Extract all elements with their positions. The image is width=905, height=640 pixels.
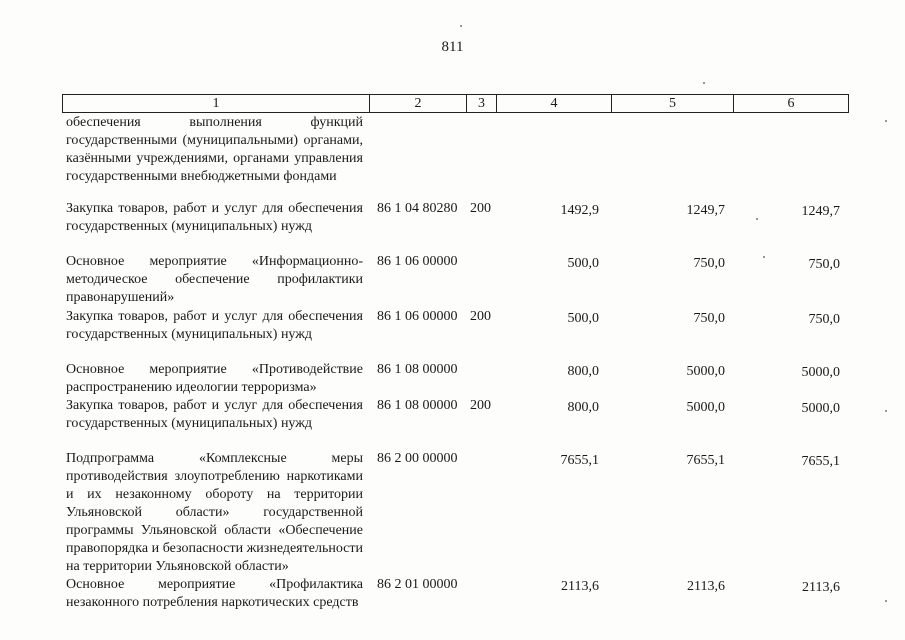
scan-speck <box>885 600 887 602</box>
table-row <box>62 308 848 361</box>
row-value-2: 5000,0 <box>686 364 725 379</box>
column-header-3: 3 <box>467 95 497 113</box>
row-code: 86 1 04 80280 <box>377 201 458 216</box>
row-type <box>466 576 496 612</box>
row-value-3: 7655,1 <box>801 454 840 469</box>
row-value-3 <box>733 114 848 200</box>
row-value-3: 2113,6 <box>802 580 840 595</box>
row-name: Закупка товаров, работ и услуг для обеспечения государственных (муниципальных) нужд <box>66 398 363 431</box>
row-type <box>466 253 496 308</box>
table-row <box>62 200 848 253</box>
table-row <box>62 397 848 450</box>
scan-speck <box>885 410 887 412</box>
row-value-2: 2113,6 <box>687 579 725 594</box>
scan-speck <box>460 25 462 27</box>
row-name: обеспечения выполнения функций государственными (муниципальными) органами, казёнными учреждениями, органами управления государственными внебюджетными фондами <box>66 115 363 184</box>
table-row <box>62 450 848 576</box>
row-type <box>466 361 496 397</box>
budget-table <box>62 114 848 612</box>
table-row <box>62 576 848 612</box>
row-value-1: 500,0 <box>567 311 599 326</box>
row-type <box>466 114 496 200</box>
scan-speck <box>703 82 705 84</box>
column-header-row <box>62 94 849 113</box>
column-header-6: 6 <box>734 95 849 113</box>
row-value-1: 500,0 <box>567 256 599 271</box>
row-value-1: 2113,6 <box>561 579 599 594</box>
row-value-2: 7655,1 <box>686 453 725 468</box>
row-value-1: 1492,9 <box>560 203 599 218</box>
row-code: 86 1 06 00000 <box>377 309 458 324</box>
table-row <box>62 361 848 397</box>
row-value-1: 800,0 <box>567 400 599 415</box>
row-name: Основное мероприятие «Противодействие распространению идеологии терроризма» <box>66 362 363 395</box>
row-code: 86 1 08 00000 <box>377 398 458 413</box>
row-value-2 <box>611 114 733 200</box>
column-header-2: 2 <box>370 95 467 113</box>
row-value-3: 750,0 <box>808 312 840 327</box>
column-header-1: 1 <box>63 95 370 113</box>
row-name: Подпрограмма «Комплексные меры противодействия злоупотреблению наркотиками и их незаконному обороту на территории Ульяновской области» государственной программы Ульяновской области «Обеспечение правопорядка и безопасности жизнедеятельности на территории Ульяновской области» <box>66 451 363 574</box>
row-type: 200 <box>470 398 491 413</box>
table-row <box>62 114 848 200</box>
row-value-2: 1249,7 <box>686 203 725 218</box>
row-code: 86 2 01 00000 <box>377 577 458 592</box>
row-code: 86 1 06 00000 <box>377 254 458 269</box>
row-value-1: 7655,1 <box>560 453 599 468</box>
row-type <box>466 450 496 576</box>
row-type: 200 <box>470 309 491 324</box>
row-value-3: 5000,0 <box>801 365 840 380</box>
row-value-1: 800,0 <box>567 364 599 379</box>
row-name: Закупка товаров, работ и услуг для обеспечения государственных (муниципальных) нужд <box>66 201 363 234</box>
column-header-4: 4 <box>497 95 612 113</box>
row-value-2: 5000,0 <box>686 400 725 415</box>
row-name: Основное мероприятие «Профилактика незаконного потребления наркотических средств <box>66 577 363 610</box>
scan-speck <box>885 120 887 122</box>
row-value-3: 750,0 <box>808 257 840 272</box>
row-name: Основное мероприятие «Информационно-методическое обеспечение профилактики правонарушений» <box>66 254 363 305</box>
row-code: 86 2 00 00000 <box>377 451 458 466</box>
row-type: 200 <box>470 201 491 216</box>
row-value-3: 1249,7 <box>801 204 840 219</box>
page-number: 811 <box>441 39 464 55</box>
row-code <box>369 114 466 200</box>
row-code: 86 1 08 00000 <box>377 362 458 377</box>
column-header-5: 5 <box>612 95 734 113</box>
table-row <box>62 253 848 308</box>
row-value-2: 750,0 <box>693 311 725 326</box>
row-value-2: 750,0 <box>693 256 725 271</box>
row-value-1 <box>496 114 611 200</box>
row-name: Закупка товаров, работ и услуг для обеспечения государственных (муниципальных) нужд <box>66 309 363 342</box>
row-value-3: 5000,0 <box>801 401 840 416</box>
